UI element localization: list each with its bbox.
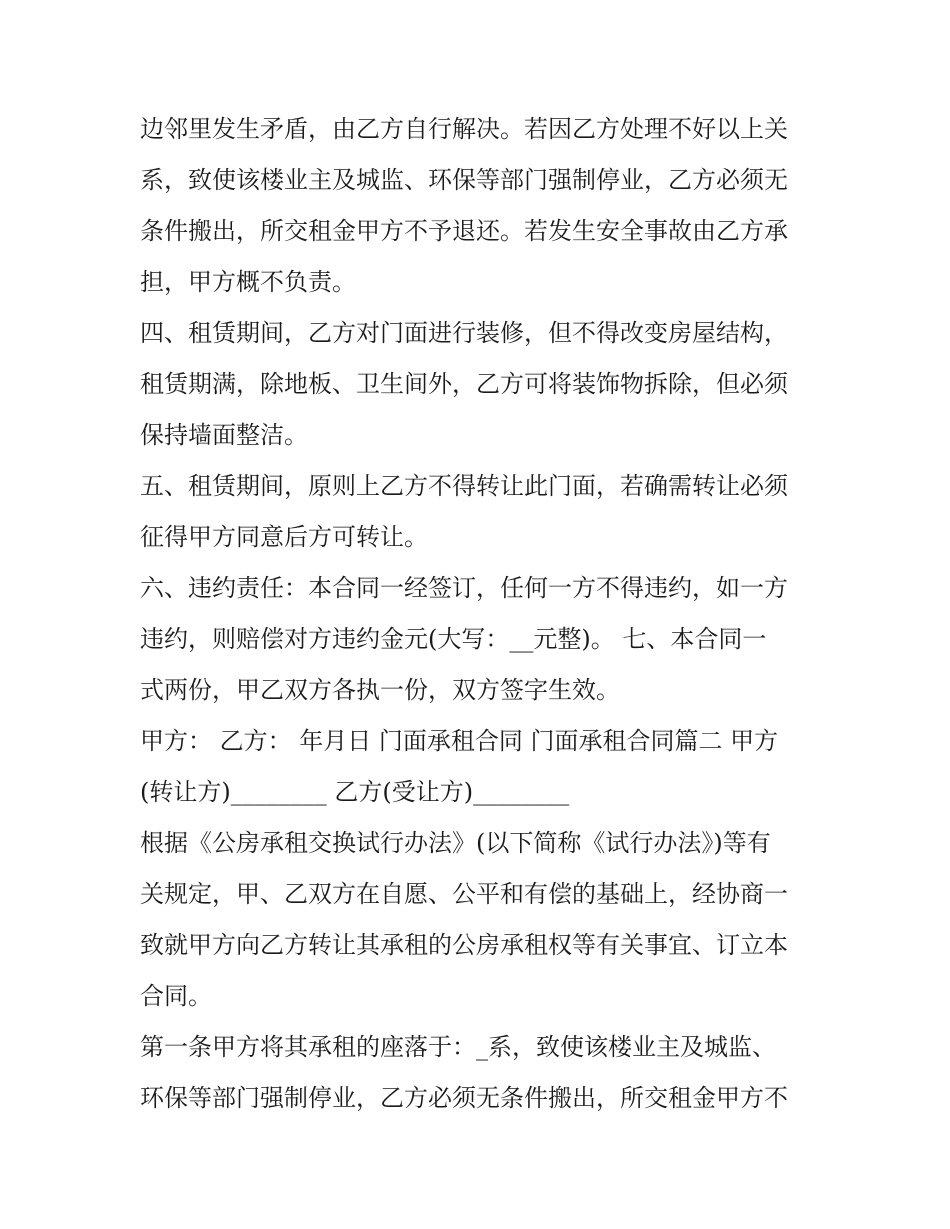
text-line: 担，甲方概不负责。 [140, 268, 356, 296]
text-line: 五、租赁期间，原则上乙方不得转让此门面，若确需转让必须 [140, 472, 788, 500]
document-body [140, 104, 820, 1124]
text-line: 第一条甲方将其承租的座落于：_系，致使该楼业主及城监、 [140, 1033, 776, 1061]
text-line: 致就甲方向乙方转让其承租的公房承租权等有关事宜、订立本 [140, 931, 788, 959]
text-line: 租赁期满，除地板、卫生间外，乙方可将装饰物拆除，但必须 [140, 370, 788, 398]
text-line: 环保等部门强制停业，乙方必须无条件搬出，所交租金甲方不 [140, 1084, 788, 1112]
text-line: 系，致使该楼业主及城监、环保等部门强制停业，乙方必须无 [140, 166, 788, 194]
text-line: 关规定，甲、乙双方在自愿、公平和有偿的基础上，经协商一 [140, 880, 788, 908]
text-line: 条件搬出，所交租金甲方不予退还。若发生安全事故由乙方承 [140, 217, 788, 245]
text-line: 六、违约责任：本合同一经签订，任何一方不得违约，如一方 [140, 574, 788, 602]
text-line: 四、租赁期间，乙方对门面进行装修，但不得改变房屋结构， [140, 319, 788, 347]
text-line: 根据《公房承租交换试行办法》(以下简称《试行办法》)等有 [140, 829, 771, 857]
text-line: 合同。 [140, 982, 212, 1010]
text-line: 边邻里发生矛盾，由乙方自行解决。若因乙方处理不好以上关 [140, 115, 788, 143]
text-line: 甲方： 乙方： 年月日 门面承租合同 门面承租合同篇二 甲方 [140, 727, 779, 755]
text-line: 式两份，甲乙双方各执一份，双方签字生效。 [140, 676, 620, 704]
text-line: 征得甲方同意后方可转让。 [140, 523, 428, 551]
text-line: (转让方)________ 乙方(受让方)________ [140, 778, 570, 806]
text-line: 违约，则赔偿对方违约金元(大写：__元整)。 七、本合同一 [140, 625, 767, 653]
text-line: 保持墙面整洁。 [140, 421, 308, 449]
